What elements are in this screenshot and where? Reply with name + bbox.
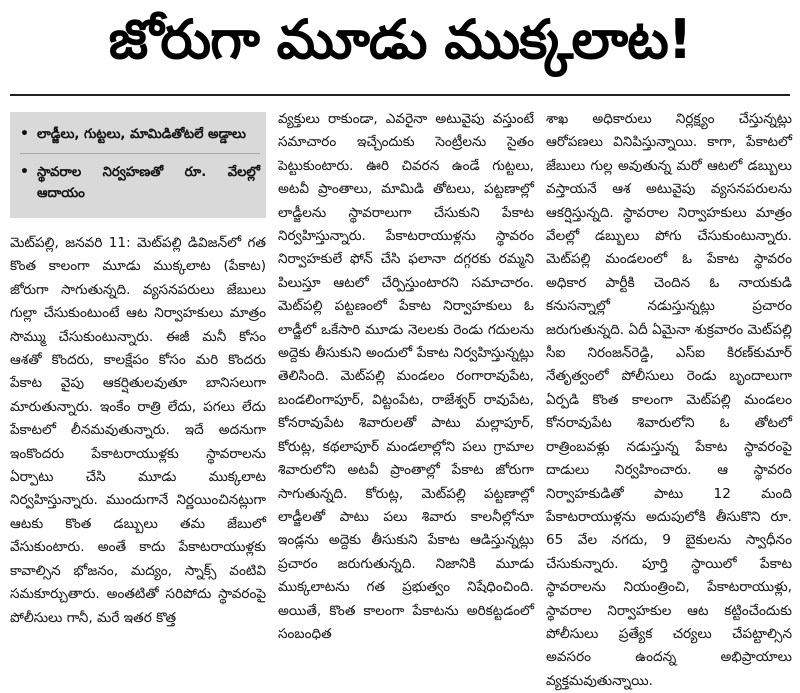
- highlight-item: [20, 153, 260, 208]
- bullet-icon: •: [20, 126, 29, 142]
- article-column-3: [546, 111, 792, 689]
- article-body-2: [278, 108, 534, 646]
- article-body-1: [10, 232, 266, 630]
- highlight-text: లాడ్జీలు, గుట్టలు, మామిడితోటలే అడ్డాలు: [36, 127, 246, 142]
- paragraph: వ్యక్తులు రాకుండా, ఎవరైనా అటువైపు వస్తుంటే సమాచారం ఇచ్చేందుకు సెంట్రీలను సైతం పెట్టుకుంటారు. ఊరి చివరన ఉండే గుట్టలు, అటవీ ప్రాంతాలు, మామిడి తోటలు, పట్టణాల్లో లాడ్జీలను స్థావరాలుగా చేసుకుని పేకాట నిర్వహిస్తున్నారు. పేకాటరాయుళ్లను స్థావరం నిర్వాహకులే ఫోన్ చేసి ఫలానా దగ్గరకు రమ్మని పిలుస్తూ ఆటలో చేర్పిస్తుంటారని సమాచారం. మెట్‌పల్లి పట్టణంలో పేకాట నిర్వాహకులు ఓ లాడ్జీలో ఒకేసారి మూడు నెలలకు రెండు గదులను అద్దెకు తీసుకుని అందులో పేకాట నిర్వహిస్తున్నట్లు తెలిసింది. మెట్‌పల్లి మండలం రంగారావుపేట, బండలింగాపూర్, విట్టంపేట, రాజేశ్వర్ రావుపేట, కోనరావుపేట శివారులతో పాటు మల్లాపూర్, కోరుట్ల, కథలాపూర్ మండలాల్లోని పలు గ్రామాల శివారులోని అటవీ ప్రాంతాల్లో పేకాట జోరుగా సాగుతున్నది. కోరుట్ల, మెట్‌పల్లి పట్టణాల్లో లాడ్జీలతో పాటు పలు శివారు కాలనీల్లోనూ ఇండ్లను అద్దెకు తీసుకుని పేకాట ఆడిస్తున్నట్లు ప్రచారం జరుగుతున్నది. నిజానికి మూడు ముక్కలాటను గత ప్రభుత్వం నిషేధించింది. అయితే, కొంత కాలంగా పేకాటను అరికట్టడంలో సంబంధిత: [278, 111, 534, 642]
- article-body-3: [546, 108, 792, 693]
- paragraph: శాఖ అధికారులు నిర్లక్ష్యం చేస్తున్నట్లు ఆరోపణలు వినిపిస్తున్నాయి. కాగా, పేకాటలో జేబులు గుల్ల అవుతున్న మరో ఆటలో డబ్బులు వస్తాయనే ఆశ అటువైపు వ్యసనపరులను ఆకర్షిస్తున్నది. స్థావరాల నిర్వాహకులు మాత్రం వేలల్లో డబ్బులు పోగు చేసుకుంటున్నారు. మెట్‌పల్లి మండలంలో ఓ పేకాట స్థావరం అధికార పార్టీకి చెందిన ఓ నాయకుడి కనుసన్నాల్లో నడుస్తున్నట్లు ప్రచారం జరుగుతున్నది. ఏదీ ఏమైనా శుక్రవారం మెట్‌పల్లి సీఐ నిరంజన్‌రెడ్డి, ఎస్ఐ కిరణ్‌కుమార్ నేతృత్వంలో పోలీసులు రెండు బృందాలుగా ఏర్పడి కొంత కాలంగా మెట్‌పల్లి మండలం కోనరావుపేట శివారులోని ఓ తోటలో రాత్రింబవళ్లు నడుస్తున్న పేకాట స్థావరంపై దాడులు నిర్వహించారు. ఆ స్థావరం నిర్వాహకుడితో పాటు 12 మంది పేకాటరాయుళ్లను అదుపులోకి తీసుకొని రూ. 65 వేల నగదు, 9 బైకులను స్వాధీనం చేసుకున్నారు. పూర్తి స్థాయిలో పేకాట స్థావరాలను నియంత్రించి, పేకాటరాయుళ్లు, స్థావరాల నిర్వాహకుల ఆట కట్టించేందుకు పోలీసులు ప్రత్యేక చర్యలు చేపట్టాల్సిన అవసరం ఉందన్న అభిప్రాయాలు వ్యక్తమవుతున్నాయి.: [546, 111, 792, 689]
- article-column-2: [278, 112, 534, 645]
- highlight-item: [20, 120, 260, 149]
- highlights-box: [10, 112, 266, 218]
- article-column-1: [10, 112, 266, 645]
- highlight-text: స్థావరాల నిర్వహణతో రూ. వేలల్లో ఆదాయం: [36, 165, 260, 201]
- bullet-icon: •: [20, 164, 29, 180]
- headline-rule: [10, 94, 790, 96]
- paragraph: మెట్‌పల్లి, జనవరి 11: మెట్‌పల్లి డివిజన్‌లో గత కొంత కాలంగా మూడు ముక్కలాట (పేకాట) జోరుగా సాగుతున్నది. వ్యసనపరులు జేబులు గుల్లా చేసుకుంటుంటే ఆట నిర్వాహకులు మాత్రం సొమ్ము చేసుకుంటున్నారు. ఈజీ మనీ కోసం ఆశతో కొందరు, కాలక్షేపం కోసం మరి కొందరు పేకాట వైపు ఆకర్షితులవుతూ బానిసలుగా మారుతున్నారు. ఇంకేం రాత్రి లేదు, పగలు లేదు పేకాటలో లీనమవుతున్నారు. ఇదే అదనుగా ఇంకొందరు పేకాటరాయుళ్లకు స్థావరాలను ఏర్పాటు చేసి మూడు ముక్కలాట నిర్వహిస్తున్నారు. ముందుగానే నిర్ణయించినట్లుగా ఆటకు కొంత డబ్బులు తమ జేబులో వేసుకుంటారు. అంతే కాదు పేకాటరాయుళ్లకు కావాల్సిన భోజనం, మద్యం, స్నాక్స్ వంటివి సమకూర్చుతారు. అంతటితో సరిపోదు స్థావరంపై పోలీసులు గానీ, మరే ఇతర కొత్త: [10, 235, 266, 626]
- headline: జోరుగా మూడు ముక్కలాట!: [108, 7, 692, 71]
